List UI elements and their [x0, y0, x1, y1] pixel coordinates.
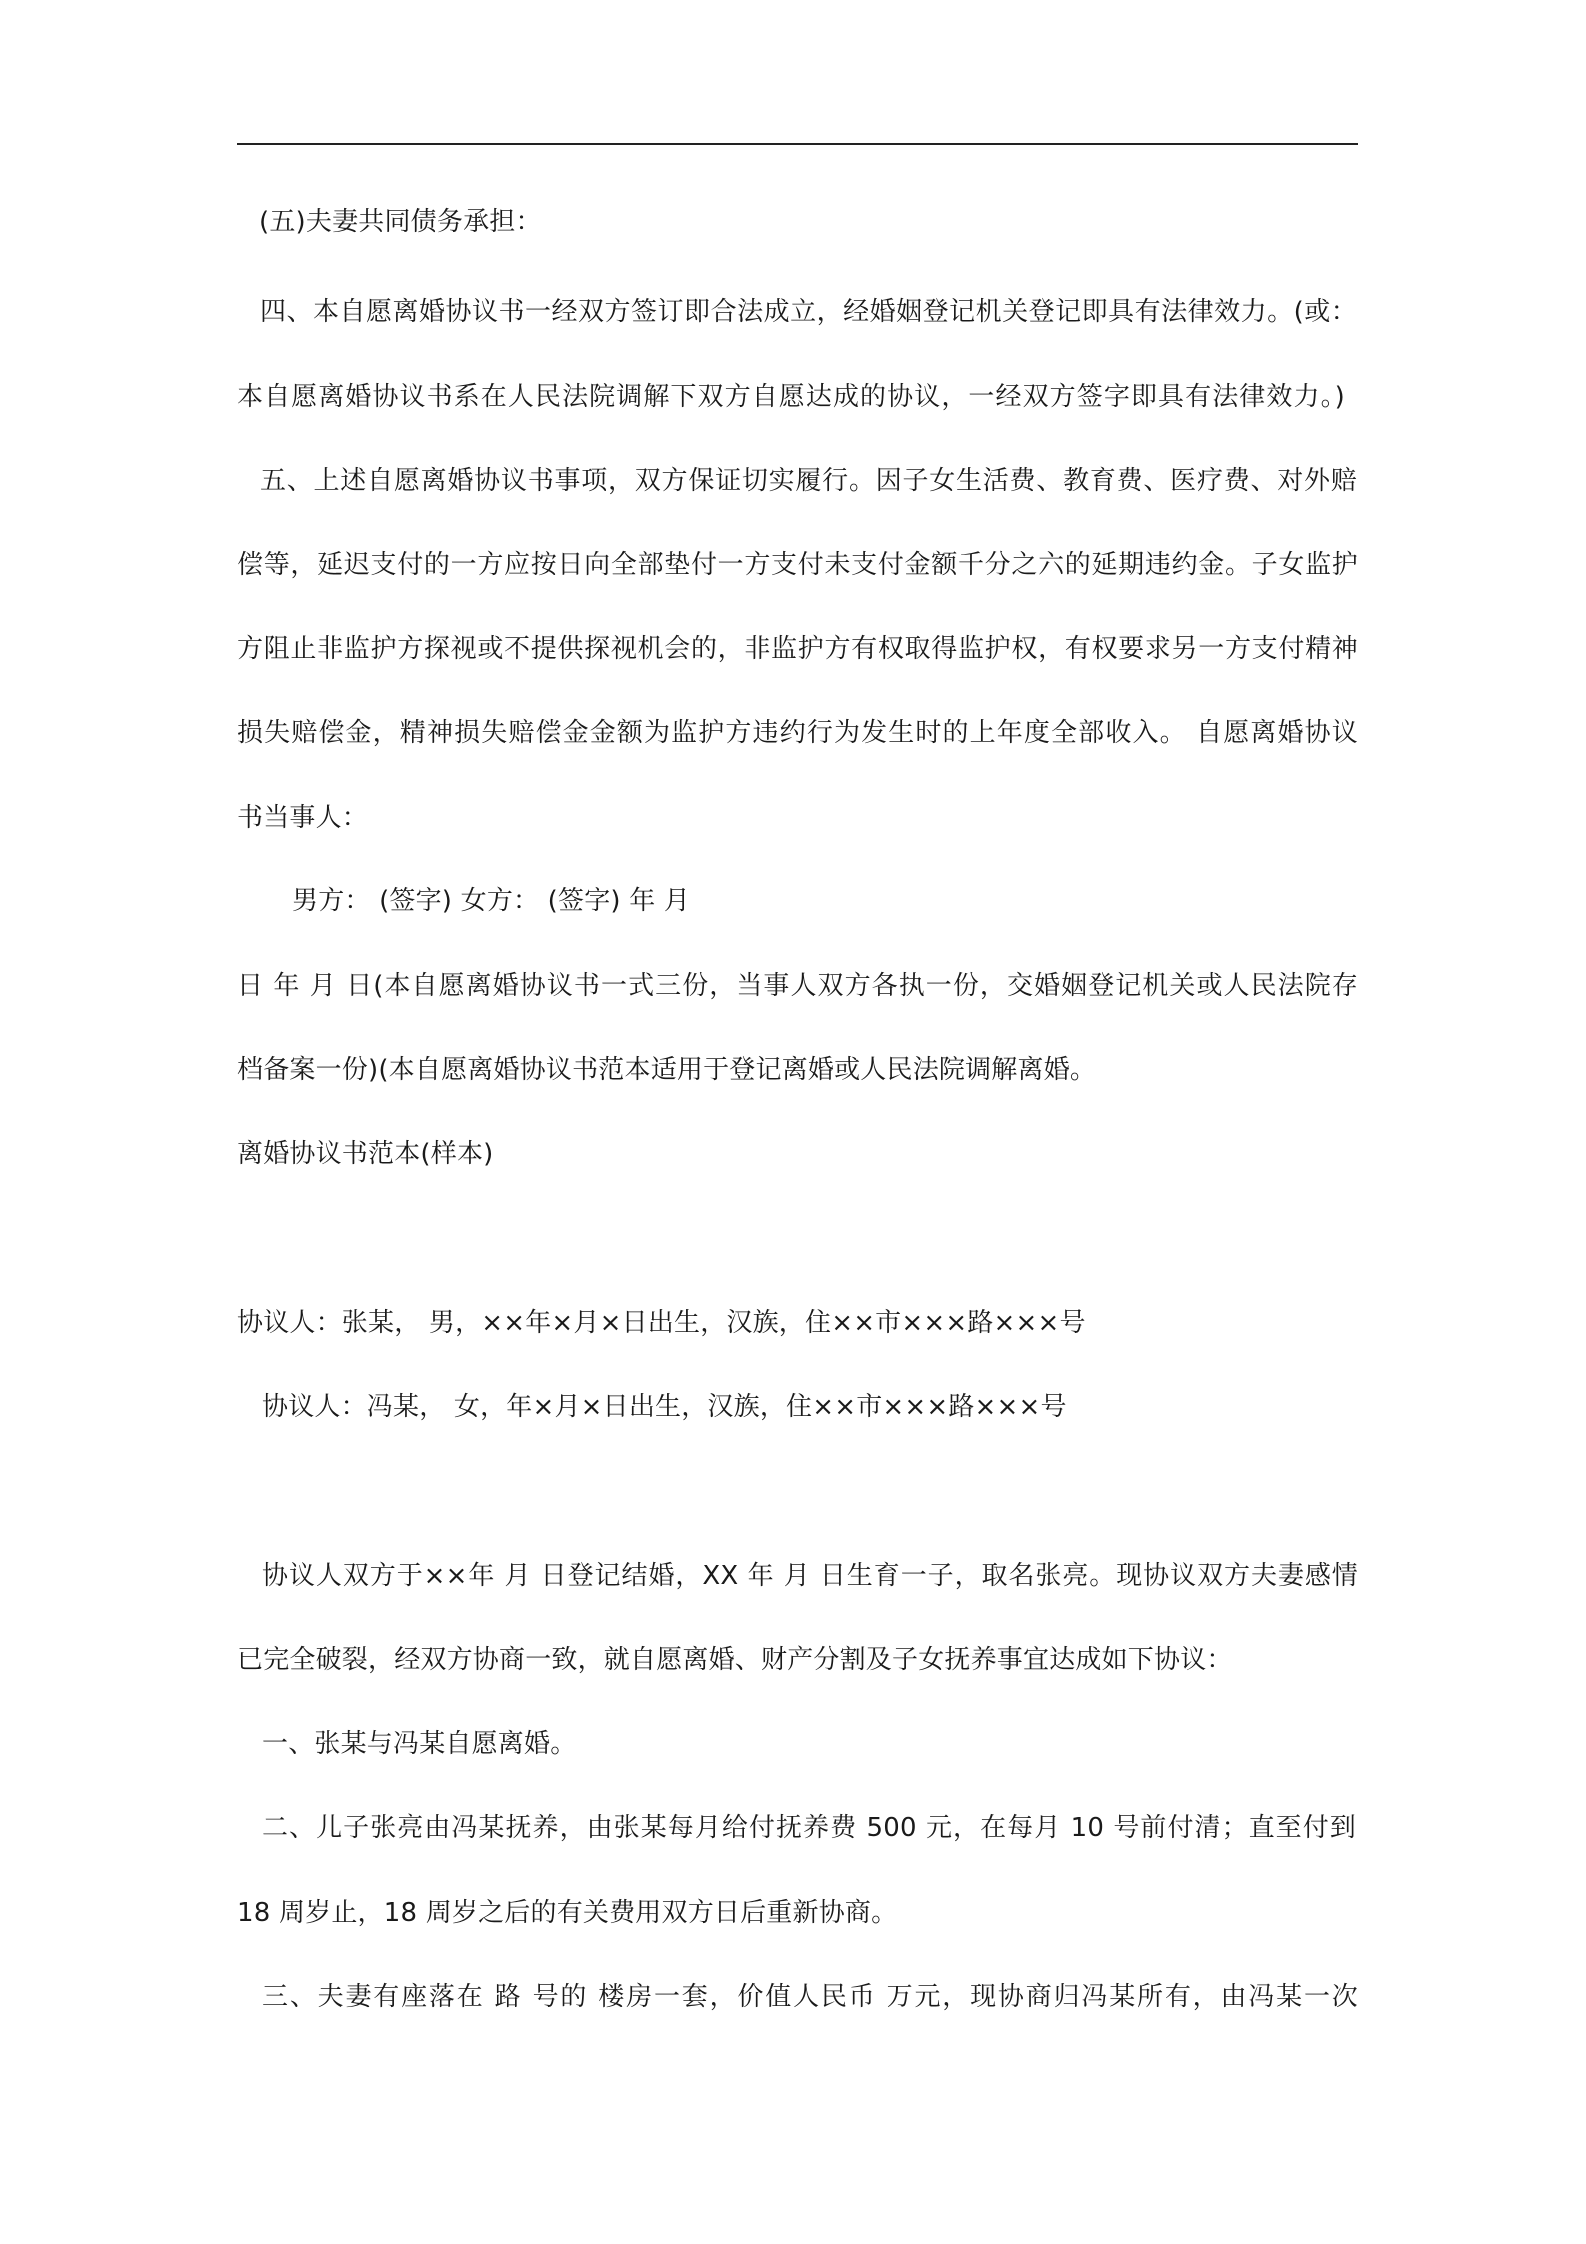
clause-2-line-1: 二、儿子张亮由冯某抚养，由张某每月给付抚养费 500 元，在每月 10 号前付清；直至付到: [262, 1813, 1356, 1843]
text-line-15: 协议人双方于××年 月 日登记结婚，XX 年 月 日生育一子，取名张亮。现协议双方夫妻感情: [262, 1561, 1358, 1591]
text-line-1: (五)夫妻共同债务承担：: [259, 207, 542, 237]
text-line-6: 方阻止非监护方探视或不提供探视机会的，非监护方有权取得监护权，有权要求另一方支付精神: [237, 634, 1358, 664]
text-line-2: 四、本自愿离婚协议书一经双方签订即合法成立，经婚姻登记机关登记即具有法律效力。(或：: [260, 297, 1357, 327]
text-line-4: 五、上述自愿离婚协议书事项，双方保证切实履行。因子女生活费、教育费、医疗费、对外赔: [260, 466, 1357, 496]
text-line-11: 档备案一份)(本自愿离婚协议书范本适用于登记离婚或人民法院调解离婚。: [237, 1055, 1097, 1085]
clause-3-line-1: 三、夫妻有座落在 路 号的 楼房一套，价值人民币 万元，现协商归冯某所有，由冯某一次: [262, 1982, 1358, 2012]
text-line-5: 偿等，延迟支付的一方应按日向全部垫付一方支付未支付金额千分之六的延期违约金。子女监护: [237, 550, 1358, 580]
clause-2-line-2: 18 周岁止，18 周岁之后的有关费用双方日后重新协商。: [237, 1898, 898, 1928]
text-line-16: 已完全破裂，经双方协商一致，就自愿离婚、财产分割及子女抚养事宜达成如下协议：: [237, 1645, 1233, 1675]
clause-1: 一、张某与冯某自愿离婚。: [262, 1729, 577, 1759]
header-rule: [237, 143, 1358, 145]
text-line-7: 损失赔偿金，精神损失赔偿金金额为监护方违约行为发生时的上年度全部收入。 自愿离婚协议: [237, 718, 1358, 748]
text-line-3: 本自愿离婚协议书系在人民法院调解下双方自愿达成的协议，一经双方签字即具有法律效力。): [237, 382, 1345, 412]
text-line-10: 日 年 月 日(本自愿离婚协议书一式三份，当事人双方各执一份，交婚姻登记机关或人民法院存: [237, 971, 1358, 1001]
text-line-8: 书当事人：: [237, 803, 369, 833]
party-b-line: 协议人：冯某， 女，年×月×日出生，汉族，住××市×××路×××号: [262, 1392, 1067, 1422]
sample-title: 离婚协议书范本(样本): [237, 1139, 494, 1169]
party-a-line: 协议人：张某， 男，××年×月×日出生，汉族，住××市×××路×××号: [237, 1308, 1086, 1338]
signature-line: 男方： (签字) 女方： (签字) 年 月: [292, 886, 691, 916]
